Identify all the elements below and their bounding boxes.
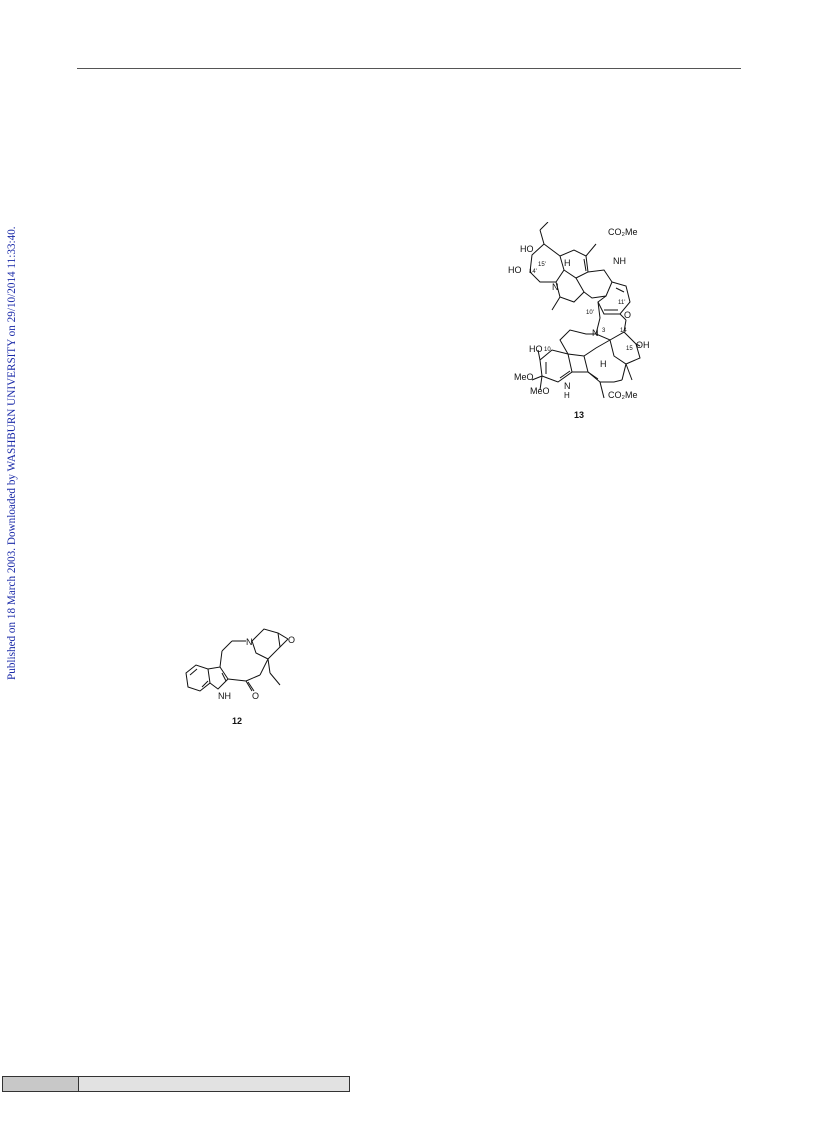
n-top-label: N bbox=[552, 282, 559, 292]
header-rule bbox=[77, 68, 741, 69]
co2me-top-label: CO₂Me bbox=[608, 227, 638, 237]
footer-bar-left-cell bbox=[3, 1077, 79, 1091]
compound-12-number: 12 bbox=[232, 716, 243, 726]
oh-15-label: OH bbox=[636, 340, 650, 350]
num-15-label: 15 bbox=[626, 346, 633, 352]
num-14-label: 14 bbox=[620, 328, 627, 334]
co2me-bottom-label: CO₂Me bbox=[608, 390, 638, 400]
num-10p-label: 10' bbox=[586, 310, 594, 316]
num-15p-label: 15' bbox=[538, 262, 546, 268]
nh-bottom-label: N bbox=[564, 381, 571, 391]
n-ring-label: N bbox=[246, 637, 253, 647]
o-ketone-label: O bbox=[252, 691, 260, 701]
compound-13-drawing bbox=[500, 222, 660, 427]
ho-14p-label: HO bbox=[508, 265, 522, 275]
nh-label: NH bbox=[218, 691, 231, 701]
o-epoxide-label: O bbox=[288, 635, 296, 645]
footer-bar bbox=[2, 1076, 350, 1092]
ho-10-label: HO bbox=[529, 344, 543, 354]
publication-note: Published on 18 March 2003. Downloaded by WASHBURN UNIVERSITY on 29/10/2014 11:33:40. bbox=[6, 226, 18, 680]
meo-2-label: MeO bbox=[530, 386, 550, 396]
num-11p-label: 11' bbox=[618, 300, 626, 306]
ho-15p-label: HO bbox=[520, 244, 534, 254]
compound-13-structure bbox=[500, 222, 660, 427]
nh-top-label: NH bbox=[613, 256, 626, 266]
h-top-label: H bbox=[564, 258, 571, 268]
meo-1-label: MeO bbox=[514, 372, 534, 382]
num-10-label: 10 bbox=[544, 347, 551, 353]
o-bridge-label: O bbox=[624, 310, 632, 320]
h-bottom-label: H bbox=[600, 359, 607, 369]
compound-13-number: 13 bbox=[574, 410, 585, 420]
compound-12-drawing bbox=[180, 625, 310, 730]
footer-bar-right-cell bbox=[79, 1077, 349, 1091]
n-bottom-label: N bbox=[592, 328, 599, 338]
num-3-label: 3 bbox=[602, 328, 606, 334]
nh-bottom-h-label: H bbox=[564, 391, 570, 400]
compound-12-structure bbox=[180, 625, 310, 730]
num-14p-label: 14' bbox=[529, 269, 537, 275]
